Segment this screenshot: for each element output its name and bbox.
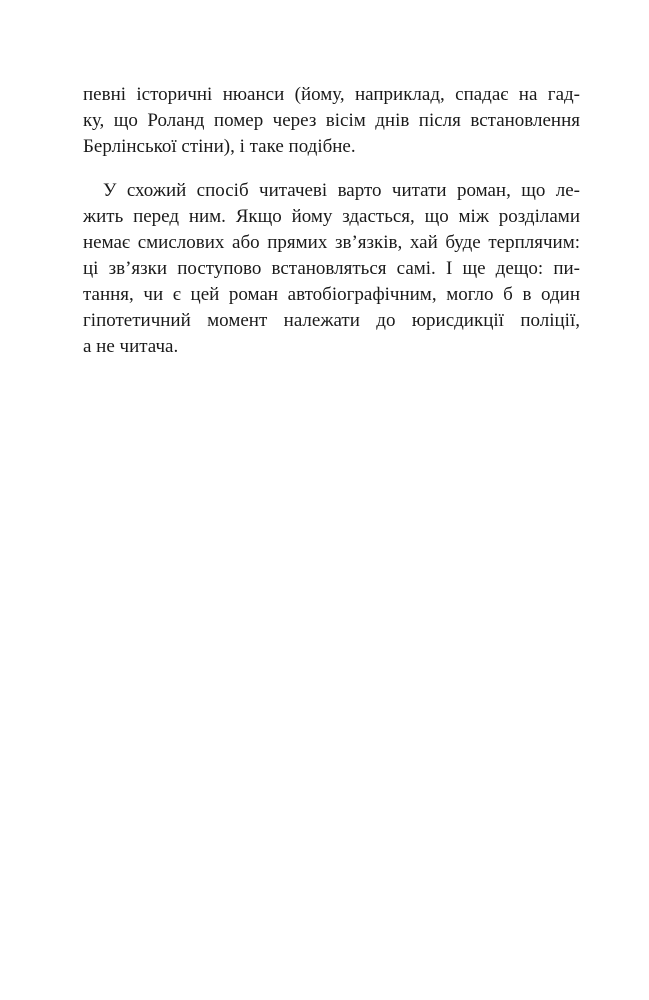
text-line: У схожий спосіб читачеві варто читати роман, що ле-: [103, 180, 580, 201]
text-line: жить перед ним. Якщо йому здасться, що між розділами: [83, 206, 580, 227]
text-line: немає смислових або прямих зв’язків, хай буде терплячим:: [83, 232, 580, 253]
text-line: а не читача.: [83, 336, 179, 357]
paragraph-1: [83, 82, 580, 160]
text-line: певні історичні нюанси (йому, наприклад, спадає на гад-: [83, 84, 580, 105]
text-line: гіпотетичний момент належати до юрисдикції поліції,: [83, 310, 580, 331]
text-line: Берлінської стіни), і таке подібне.: [83, 136, 356, 157]
text-line: ці зв’язки поступово встановляться самі. І ще дещо: пи-: [83, 258, 580, 279]
paragraph-2: [83, 178, 580, 360]
text-line: тання, чи є цей роман автобіографічним, могло б в один: [83, 284, 580, 305]
text-line: ку, що Роланд помер через вісім днів після встановлення: [83, 110, 580, 131]
